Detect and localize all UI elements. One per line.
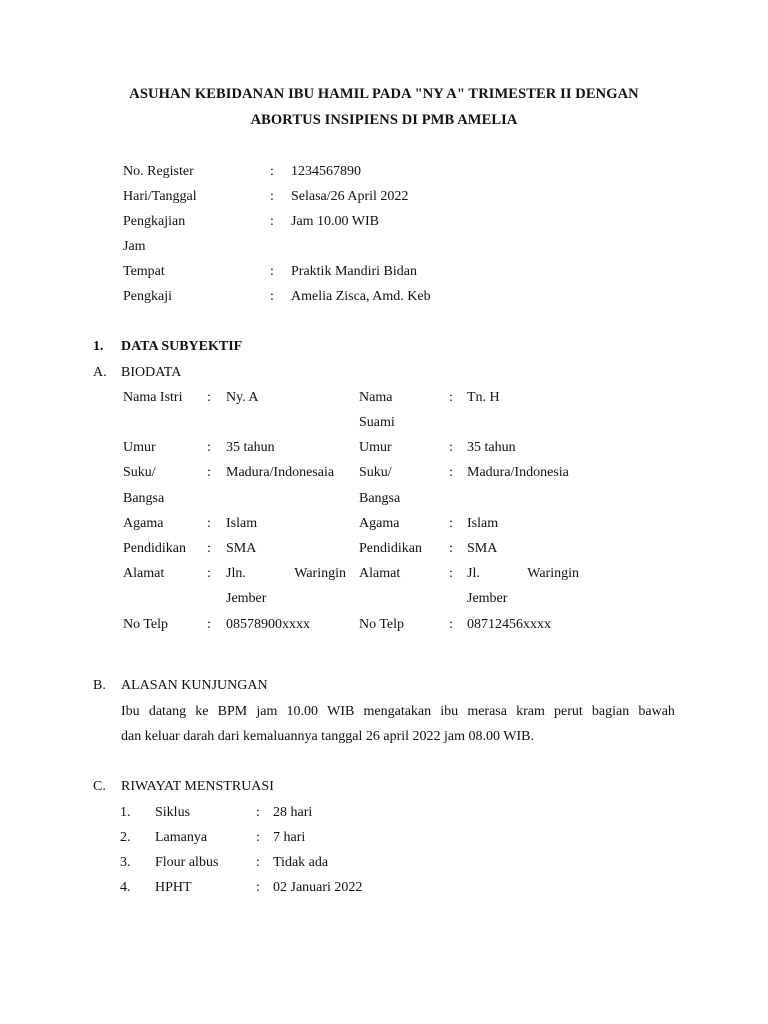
visit-reason-word: WIB [327, 704, 355, 719]
husband-address-value-continued: Jember [467, 591, 508, 606]
list-item-label: Siklus [155, 805, 191, 820]
list-item-number: 3. [120, 855, 131, 870]
separator: : [256, 880, 260, 895]
wife-religion-value: Islam [226, 516, 258, 531]
wife-age-value: 35 tahun [226, 440, 275, 455]
separator: : [207, 516, 211, 531]
visit-reason-word: datang [148, 704, 187, 719]
husband-phone-value: 08712456xxxx [467, 617, 551, 632]
list-item-number: 1. [120, 805, 131, 820]
separator: : [270, 264, 274, 279]
separator: : [270, 164, 274, 179]
husband-education-value: SMA [467, 541, 498, 556]
separator: : [207, 617, 211, 632]
separator: : [449, 617, 453, 632]
place-value: Praktik Mandiri Bidan [291, 264, 417, 279]
visit-reason-word: merasa [467, 704, 507, 719]
subsection-letter: C. [93, 779, 106, 794]
wife-address-value-continued: Jember [226, 591, 267, 606]
list-item-value: 02 Januari 2022 [273, 880, 363, 895]
list-item-number: 4. [120, 880, 131, 895]
husband-phone-label: No Telp [359, 617, 405, 632]
time-label: Pengkajian [123, 214, 186, 229]
section-number: 1. [93, 339, 104, 354]
husband-ethnic-label: Suku/ [359, 465, 392, 480]
visit-reason-word: bawah [638, 704, 675, 719]
wife-education-label: Pendidikan [123, 541, 186, 556]
visit-reason-word: 10.00 [286, 704, 318, 719]
wife-address-label: Alamat [123, 566, 165, 581]
subsection-title: BIODATA [121, 365, 182, 380]
wife-address-word: Waringin [294, 566, 346, 581]
husband-ethnic-label-continued: Bangsa [359, 491, 401, 506]
husband-age-label: Umur [359, 440, 392, 455]
separator: : [207, 440, 211, 455]
husband-religion-label: Agama [359, 516, 400, 531]
wife-age-label: Umur [123, 440, 156, 455]
wife-ethnic-label: Suku/ [123, 465, 156, 480]
separator: : [449, 465, 453, 480]
separator: : [207, 465, 211, 480]
time-value: Jam 10.00 WIB [291, 214, 380, 229]
wife-address-word: Jln. [226, 566, 246, 581]
husband-address-word: Waringin [527, 566, 579, 581]
visit-reason-word: perut [554, 704, 583, 719]
list-item-label: HPHT [155, 880, 192, 895]
separator: : [256, 805, 260, 820]
list-item-number: 2. [120, 830, 131, 845]
visit-reason-word: Ibu [121, 704, 140, 719]
husband-ethnic-value: Madura/Indonesia [467, 465, 569, 480]
separator: : [449, 516, 453, 531]
wife-address-value [226, 565, 346, 583]
visit-reason-word: ibu [440, 704, 459, 719]
visit-reason-word: mengatakan [363, 704, 432, 719]
wife-ethnic-value: Madura/Indonesaia [226, 465, 335, 480]
visit-reason-word: bagian [591, 704, 630, 719]
list-item-value: 7 hari [273, 830, 306, 845]
list-item-value: Tidak ada [273, 855, 329, 870]
date-value: Selasa/26 April 2022 [291, 189, 409, 204]
separator: : [449, 440, 453, 455]
separator: : [256, 830, 260, 845]
date-label: Hari/Tanggal [123, 189, 197, 204]
place-label: Tempat [123, 264, 165, 279]
wife-education-value: SMA [226, 541, 257, 556]
separator: : [270, 189, 274, 204]
separator: : [449, 390, 453, 405]
list-item-label: Flour albus [155, 855, 219, 870]
visit-reason-word: ke [195, 704, 209, 719]
husband-address-value [467, 565, 579, 583]
wife-name-value: Ny. A [226, 390, 259, 405]
separator: : [207, 390, 211, 405]
time-label-continued: Jam [123, 239, 146, 254]
wife-name-label: Nama Istri [123, 390, 183, 405]
section-title: DATA SUBYEKTIF [121, 339, 243, 354]
subsection-letter: A. [93, 365, 107, 380]
visit-reason-text-continued: dan keluar darah dari kemaluannya tanggal 26 april 2022 jam 08.00 WIB. [121, 729, 534, 744]
separator: : [270, 289, 274, 304]
wife-ethnic-label-continued: Bangsa [123, 491, 165, 506]
list-item-label: Lamanya [155, 830, 208, 845]
visit-reason-word: BPM [217, 704, 248, 719]
separator: : [449, 541, 453, 556]
document-title-line-2: ABORTUS INSIPIENS DI PMB AMELIA [250, 112, 518, 128]
wife-phone-value: 08578900xxxx [226, 617, 310, 632]
separator: : [256, 855, 260, 870]
separator: : [207, 566, 211, 581]
register-value: 1234567890 [291, 164, 361, 179]
husband-name-value: Tn. H [467, 390, 500, 405]
husband-address-word: Jl. [467, 566, 480, 581]
husband-education-label: Pendidikan [359, 541, 422, 556]
subsection-title: RIWAYAT MENSTRUASI [121, 779, 274, 794]
document-title-line-1: ASUHAN KEBIDANAN IBU HAMIL PADA "NY A" TRIMESTER II DENGAN [129, 86, 639, 102]
husband-religion-value: Islam [467, 516, 499, 531]
husband-name-label-continued: Suami [359, 415, 395, 430]
husband-age-value: 35 tahun [467, 440, 516, 455]
wife-phone-label: No Telp [123, 617, 169, 632]
subsection-letter: B. [93, 678, 106, 693]
husband-address-label: Alamat [359, 566, 401, 581]
separator: : [449, 566, 453, 581]
list-item-value: 28 hari [273, 805, 313, 820]
visit-reason-word: kram [516, 704, 545, 719]
husband-name-label: Nama [359, 390, 393, 405]
separator: : [207, 541, 211, 556]
register-label: No. Register [123, 164, 194, 179]
subsection-title: ALASAN KUNJUNGAN [121, 678, 268, 693]
wife-religion-label: Agama [123, 516, 164, 531]
assessor-value: Amelia Zisca, Amd. Keb [291, 289, 431, 304]
assessor-label: Pengkaji [123, 289, 172, 304]
visit-reason-text [121, 703, 675, 721]
separator: : [270, 214, 274, 229]
visit-reason-word: jam [256, 704, 278, 719]
